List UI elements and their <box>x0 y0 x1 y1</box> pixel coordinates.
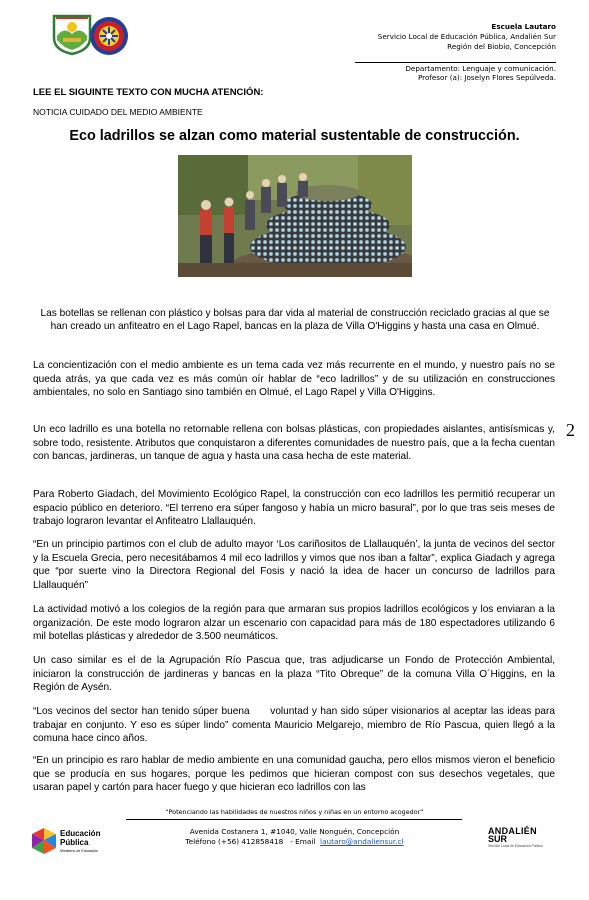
school-info <box>378 22 556 52</box>
paragraph-7: “Los vecinos del sector han tenido súper buena voluntad y han sido súper visionarios al aceptar las ideas para trabajar en conjunto. Y eso es súper lindo” comenta Mauricio Melgarejo, miembro de Río Pascua, quien llegó a la comuna hace cinco años. <box>33 706 558 745</box>
edu-logo-line2: Pública <box>60 838 89 847</box>
paragraph-5: La actividad motivó a los colegios de la región para que armaran sus propios ladrillos ecológicos y los enviaran a la organización. De este modo lograron alzar un escenario con capacidad para más de 180 espectadores utilizando 6 mil botellas plásticas y alrededor de 3.500 neumáticos. <box>33 604 555 643</box>
educacion-publica-mark-icon <box>30 826 58 856</box>
department: Departamento: Lenguaje y comunicación. <box>405 64 556 73</box>
educacion-publica-logo <box>30 824 120 858</box>
andalien-line2: SUR <box>488 834 508 844</box>
andalien-sur-logo <box>488 826 548 848</box>
footer-address: Avenida Costanera 1, #1040, Valle Nonguén, Concepción <box>189 827 400 836</box>
footer-slogan: “Potenciando las habilidades de nuestros niños y niñas en un entorno acogedor“ <box>165 808 424 816</box>
edu-logo-line1: Educación <box>60 829 101 838</box>
page-number: 2 <box>566 420 575 440</box>
article-title: Eco ladrillos se alzan como material sustentable de construcción. <box>69 128 520 144</box>
paragraph-6: Un caso similar es el de la Agrupación Río Pascua que, tras adjudicarse un Fondo de Protección Ambiental, iniciaron la construcción de jardineras y bancas en la plaza “Tito Obreque” de la comuna Villa O´Higgins, en la Región de Aysén. <box>33 655 555 694</box>
paragraph-4: “En un principio partimos con el club de adulto mayor ‘Los cariñositos de Llallauquén’, la junta de vecinos del sector y la Escuela Grecia, pero necesitábamos 4 mil eco ladrillos y vimos que nos iban a faltar”, explica Giadach y agrega que “por suerte vino la Directora Regional del Fosis y nació la idea de hacer un concurso de ladrillos para Llallauquén” <box>33 539 555 591</box>
eco-brick-amphitheater-photo <box>178 155 412 277</box>
edu-logo-line3: Ministerio de Educación <box>60 849 99 853</box>
footer-phone: Teléfono (+56) 412858418 - Email <box>185 837 321 846</box>
paragraph-8: “En un principio es raro hablar de medio ambiente en una comunidad gaucha, pero ellos mismos vieron el beneficio que se producía en sus hogares, porque les pedimos que hicieran compost con sus desechos vegetales, que usaran papel y cartón para hacer fuego y que hicieran eco ladrillos con las <box>33 755 555 794</box>
photo-caption: Las botellas se rellenan con plástico y bolsas para dar vida al material de construcción reciclado gracias al que se han creado un anfiteatro en el Lago Rapel, bancas en la plaza de Villa O'Higgins y hasta una casa en Olmué. <box>40 308 550 332</box>
andalien-line3: Servicio Local de Educación Pública <box>488 844 543 848</box>
instruction-heading: LEE EL SIGUINTE TEXTO CON MUCHA ATENCIÓN: <box>33 87 264 98</box>
school-name: Escuela Lautaro <box>491 22 556 31</box>
header-divider <box>355 62 556 63</box>
footer-divider <box>126 819 462 820</box>
andalien-line1: ANDALIÉN <box>488 826 537 836</box>
mapuche-flag-logo <box>89 16 129 56</box>
department-info <box>405 64 556 82</box>
teacher: Profesor (a): Joselyn Flores Sepúlveda. <box>417 73 556 82</box>
school-service: Servicio Local de Educación Pública, Andalién Sur <box>377 32 556 41</box>
paragraph-1: La concientización con el medio ambiente es un tema cada vez más recurrente en el mundo, y nuestro país no se queda atrás, ya que cada vez es más común oír hablar de “eco ladrillos” y de su utilización en construcciones ambientales, no solo en Santiago sino también en Olmué, el Lago Rapel y Villa O'Higgins. <box>33 360 555 399</box>
school-crest-logo <box>50 12 94 56</box>
paragraph-3: Para Roberto Giadach, del Movimiento Ecológico Rapel, la construcción con eco ladrillos les permitió recuperar un espacio público en deterioro. “El terreno era súper fangoso y había un micro basural”, por lo que tras seis meses de trabajo lograron levantar el Anfiteatro Llallauquén. <box>33 489 555 528</box>
school-region: Región del Biobío, Concepción <box>447 42 556 51</box>
section-label: NOTICIA CUIDADO DEL MEDIO AMBIENTE <box>33 107 203 117</box>
email-link[interactable]: lautaro@andaliensur.cl <box>320 837 404 846</box>
paragraph-2: Un eco ladrillo es una botella no retornable rellena con bolsas plásticas, con propiedades aislantes, antisísmicas y, sobre todo, resistente. Atributos que conquistaron a diferentes comunidades de nuestro país, que a la fecha cuentan con bancas, jardineras, un tanque de agua y hasta una casa hecha de este material. <box>33 424 555 463</box>
